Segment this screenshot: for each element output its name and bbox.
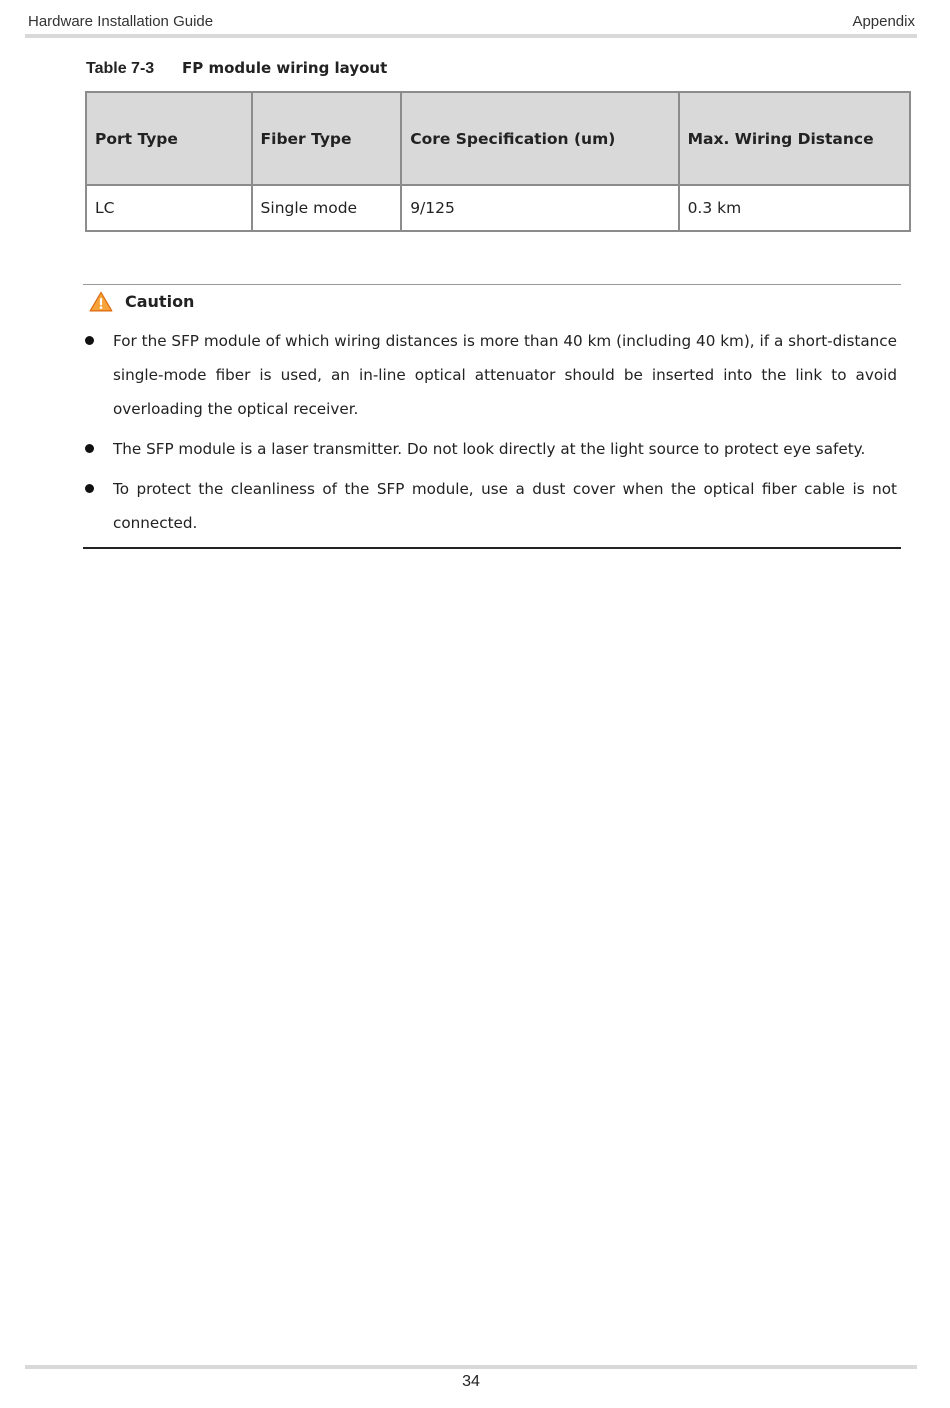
list-item-text: For the SFP module of which wiring distances is more than 40 km (including 40 km), if a short-distance single-mode fiber is used, an in-line optical attenuator should be inserted into the link to avoid overloading the optical receiver. <box>113 332 897 418</box>
page-header <box>25 13 917 33</box>
caution-top-divider <box>83 284 901 285</box>
caution-label: Caution <box>125 291 195 311</box>
table-header-row <box>86 92 910 185</box>
wiring-table <box>85 91 911 232</box>
list-item <box>83 472 901 540</box>
column-header-core-spec: Core Specification (um) <box>401 92 678 185</box>
column-header-fiber-type: Fiber Type <box>252 92 402 185</box>
column-header-max-distance: Max. Wiring Distance <box>679 92 910 185</box>
cell-core-spec: 9/125 <box>401 185 678 231</box>
list-item-text: The SFP module is a laser transmitter. Do not look directly at the light source to protect eye safety. <box>113 440 866 458</box>
page-number: 34 <box>462 1373 480 1390</box>
table-number: Table 7-3 <box>86 60 155 77</box>
caution-heading <box>89 289 194 313</box>
header-divider <box>25 34 917 38</box>
bullet-icon <box>85 336 94 345</box>
section-name: Appendix <box>852 13 915 30</box>
table-caption <box>86 59 387 78</box>
bullet-icon <box>85 484 94 493</box>
list-item-text: To protect the cleanliness of the SFP module, use a dust cover when the optical fiber cable is not connected. <box>113 480 897 532</box>
column-header-port-type: Port Type <box>86 92 252 185</box>
table-title: FP module wiring layout <box>182 59 388 77</box>
caution-bottom-divider <box>83 547 901 549</box>
list-item <box>83 432 901 466</box>
warning-triangle-icon <box>89 291 113 312</box>
cell-max-distance: 0.3 km <box>679 185 910 231</box>
bullet-icon <box>85 444 94 453</box>
footer-divider <box>25 1365 917 1369</box>
cell-port-type: LC <box>86 185 252 231</box>
caution-list <box>83 324 901 546</box>
list-item <box>83 324 901 426</box>
table-row <box>86 185 910 231</box>
document-title: Hardware Installation Guide <box>28 13 214 30</box>
cell-fiber-type: Single mode <box>252 185 402 231</box>
